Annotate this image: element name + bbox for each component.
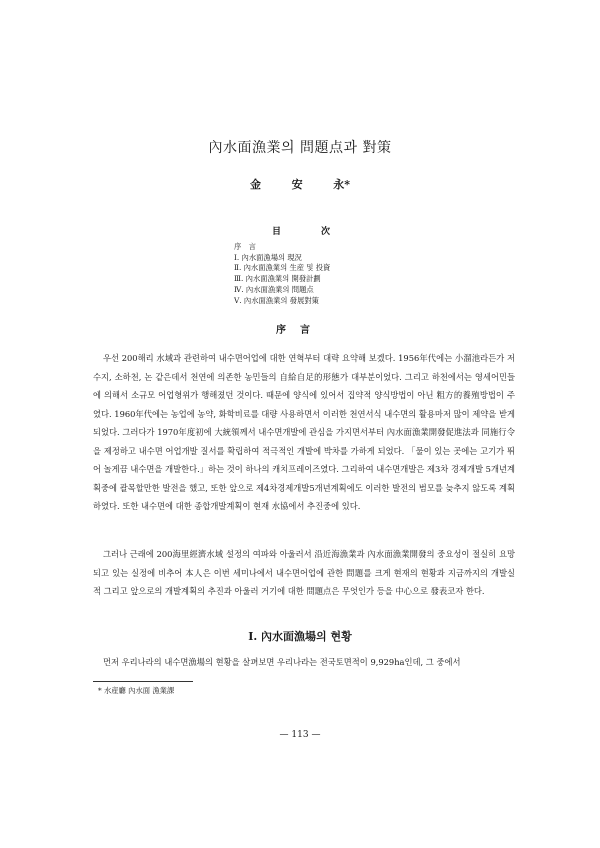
paragraph-text: 우선 200해리 水域과 관련하여 내수면어업에 대한 연혁부터 대략 요약해 보겠다. 1956年代에는 小溜池라든가 저수지, 소하천, 논 같은데서 천연에 의존한 농민들의 自給自足的形態가 대부분이었다. 그리고 하천에서는 영세어민들에 의해서 소규모 어업형위가 행해졌던 것이다. 때문에 양식에 있어서 집약적 양식방법이 아닌 粗方的養殖방법이 주였다. 1960年代에는 농업에 농약, 화학비료를 대량 사용하면서 이러한 천연서식 내수면의 활용마저 많이 제약을 받게 되었다. 그러다가 1970年度初에 大統領께서 내수면개발에 관심을 가지면서부터 內水面漁業開發促進法과 同施行令을 제정하고 내수면 어업개발 질서를 확립하여 적극적인 개발에 박차를 가하게 되었다. 「물이 있는 곳에는 고기가 뛰어 놀게끔 내수면을 개발한다.」하는 것이 하나의 캐치프레이즈였다. 그리하여 내수면개발은 제3차 경제개발 5개년계획중에 괄목할만한 발전을 했고, 또한 앞으로 제4차경제개발5개년계획에도 이러한 발전의 범모를 늦추지 않도록 계획하였다. 또한 내수면에 대한 종합개발계획이 현재 水協에서 추진중에 있다. [93, 353, 515, 511]
toc-item: Ⅲ. 內水面漁業의 開發計劃 [234, 274, 321, 284]
toc-heading [272, 224, 330, 237]
toc-item: Ⅴ. 內水面漁業의 發展對策 [234, 295, 319, 305]
author-char-1: 金 [250, 178, 261, 191]
page-number: — 113 — [279, 730, 321, 740]
toc-item: Ⅰ. 內水面漁場의 現況 [234, 252, 302, 262]
section-1-paragraph [93, 653, 515, 672]
toc-heading-char-2: 次 [320, 227, 330, 237]
preface-heading-text: 序言 [276, 325, 324, 336]
footnote: * 水産廳 內水面 漁業課 [98, 686, 175, 695]
paragraph-text: 먼저 우리나라의 내수면漁場의 현황을 살펴보면 우리나라는 전국토면적이 9,929ha인데, 그 중에서 [102, 657, 461, 667]
footnote-divider [93, 681, 193, 682]
author-char-2: 安 [291, 178, 303, 191]
preface-paragraph-1 [93, 349, 515, 516]
section-1-heading: Ⅰ. 內水面漁場의 현황 [248, 630, 352, 643]
author-name [250, 176, 350, 192]
article-title: 內水面漁業의 問題点과 對策 [208, 140, 392, 156]
preface-paragraph-2 [93, 545, 515, 601]
toc-item: Ⅱ. 內水面漁業의 生産 및 投資 [234, 263, 331, 273]
toc-item: Ⅳ. 內水面漁業의 問題点 [234, 284, 314, 294]
preface-heading [0, 321, 600, 336]
toc-item: 序 言 [234, 242, 256, 251]
toc-heading-char-1: 目 [272, 227, 282, 237]
paragraph-text: 그러나 근래에 200海里經濟水域 설정의 여파와 아울러서 沿近海漁業과 內水面漁業開發의 중요성이 절실히 요망되고 있는 실정에 비추어 本人은 이번 세미나에서 내수면어업에 관한 問題를 크게 현재의 현황과 지금까지의 개발실적 그리고 앞으로의 개발계획의 추진과 아울러 거기에 대한 問題点은 무엇인가 등을 中心으로 發表코자 한다. [93, 549, 515, 596]
author-char-3: 永* [333, 178, 350, 191]
table-of-contents [234, 242, 330, 306]
